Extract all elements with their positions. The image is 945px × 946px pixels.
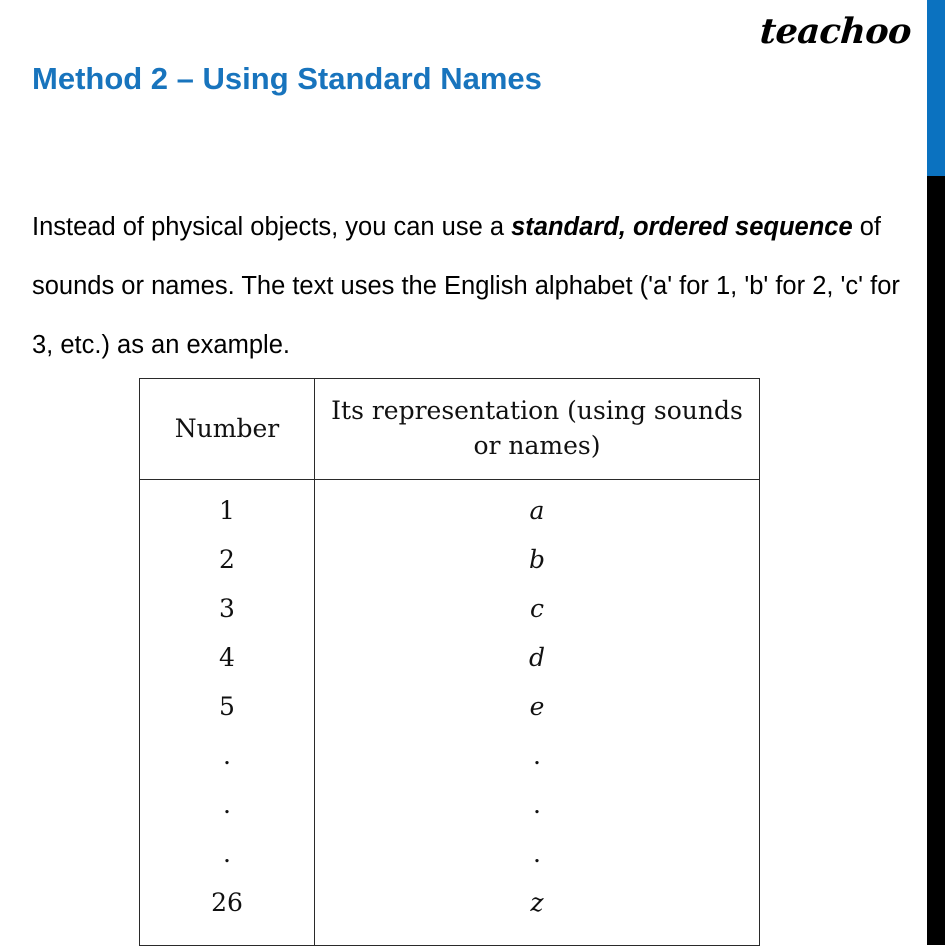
table-row bbox=[140, 829, 760, 878]
number-name-mapping-table bbox=[139, 378, 760, 946]
table-row bbox=[140, 480, 760, 536]
cell-number: . bbox=[140, 731, 315, 780]
table-header bbox=[140, 379, 760, 480]
black-accent-bar bbox=[927, 176, 945, 945]
table-body bbox=[140, 480, 760, 946]
cell-number: 2 bbox=[140, 535, 315, 584]
table-header-row bbox=[140, 379, 760, 480]
cell-representation: c bbox=[314, 584, 759, 633]
blue-accent-bar bbox=[927, 0, 945, 176]
paragraph-part-1: Instead of physical objects, you can use a bbox=[32, 212, 512, 241]
cell-number: . bbox=[140, 780, 315, 829]
cell-representation: . bbox=[314, 731, 759, 780]
teachoo-logo: teachoo bbox=[758, 11, 913, 52]
body-paragraph bbox=[32, 198, 902, 375]
paragraph-part-2: of sounds or names. The text uses the English alphabet ('a' for 1, 'b' for 2, 'c' for 3, etc.) as an example. bbox=[32, 212, 900, 359]
table-row bbox=[140, 731, 760, 780]
cell-representation: e bbox=[314, 682, 759, 731]
table-row bbox=[140, 780, 760, 829]
cell-number: 4 bbox=[140, 633, 315, 682]
column-header-representation: Its representation (using sounds or names) bbox=[314, 379, 759, 480]
cell-representation: a bbox=[314, 480, 759, 536]
cell-representation: . bbox=[314, 780, 759, 829]
cell-representation: d bbox=[314, 633, 759, 682]
cell-representation: b bbox=[314, 535, 759, 584]
table-row bbox=[140, 878, 760, 946]
column-header-number: Number bbox=[140, 379, 315, 480]
cell-representation: z bbox=[314, 878, 759, 946]
table-row bbox=[140, 633, 760, 682]
cell-number: 26 bbox=[140, 878, 315, 946]
table-row bbox=[140, 535, 760, 584]
cell-number: 5 bbox=[140, 682, 315, 731]
cell-representation: . bbox=[314, 829, 759, 878]
page-title: Method 2 – Using Standard Names bbox=[32, 60, 542, 96]
cell-number: . bbox=[140, 829, 315, 878]
table-row bbox=[140, 682, 760, 731]
edge-decoration-bars bbox=[927, 0, 945, 945]
cell-number: 3 bbox=[140, 584, 315, 633]
cell-number: 1 bbox=[140, 480, 315, 536]
table-row bbox=[140, 584, 760, 633]
paragraph-emphasis: standard, ordered sequence bbox=[511, 212, 853, 241]
